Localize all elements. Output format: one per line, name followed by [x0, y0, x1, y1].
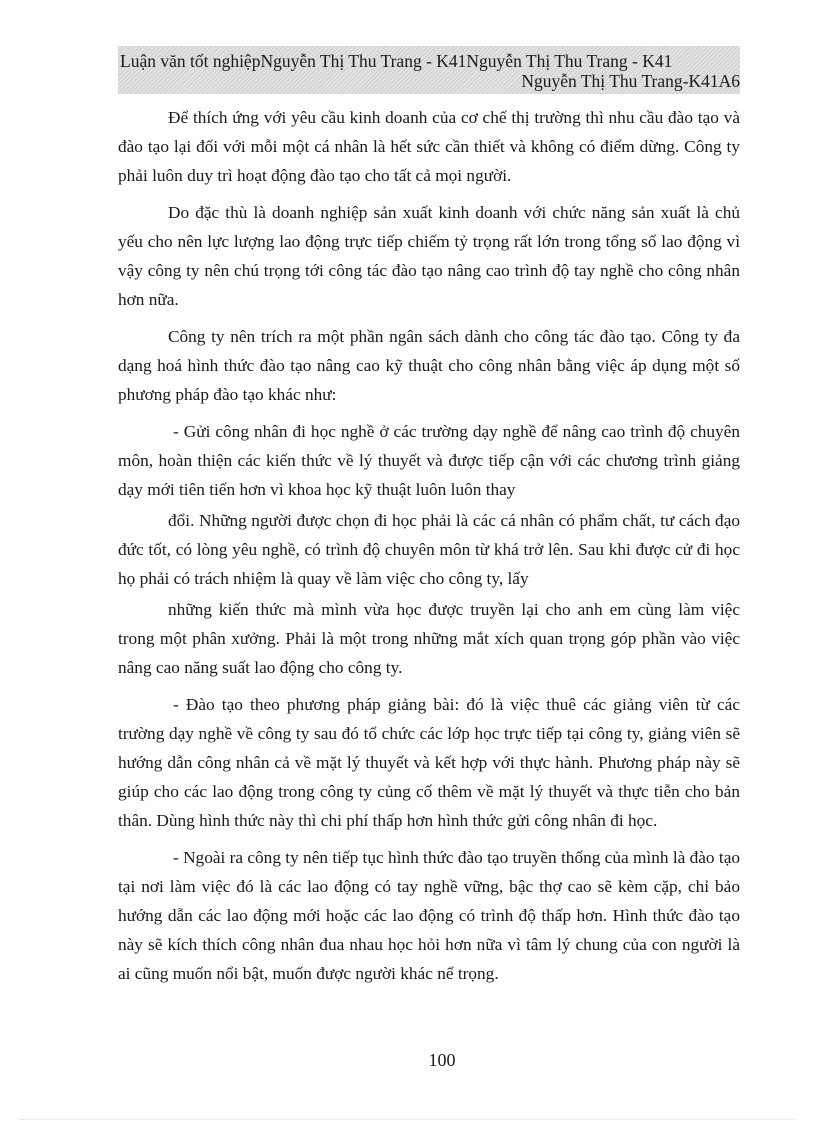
body-text [118, 103, 740, 996]
bullet-paragraph-1: - Gửi công nhân đi học nghề ở các trường dạy nghề để nâng cao trình độ chuyên môn, hoàn thiện các kiến thức về lý thuyết và được tiếp cận với các chương trình giảng dạy mới tiên tiến hơn vì khoa học kỹ thuật luôn luôn thay [118, 422, 740, 499]
header-line-1: Luận văn tốt nghiệpNguyễn Thị Thu Trang - K41Nguyễn Thị Thu Trang - K41 [120, 51, 673, 71]
paragraph-1: Để thích ứng với yêu cầu kinh doanh của cơ chế thị trường thì nhu cầu đào tạo và đào tạo lại đối với mỗi một cá nhân là hết sức cần thiết và không có điểm dừng. Công ty phải luôn duy trì hoạt động đào tạo cho tất cả mọi người. [118, 108, 740, 185]
paragraph-2: Do đặc thù là doanh nghiệp sản xuất kinh doanh với chức năng sản xuất là chủ yếu cho nên lực lượng lao động trực tiếp chiếm tỷ trọng rất lớn trong tổng số lao động vì vậy công ty nên chú trọng tới công tác đào tạo nâng cao trình độ tay nghề cho công nhân hơn nữa. [118, 203, 740, 309]
header-line-2: Nguyễn Thị Thu Trang-K41A6 [521, 71, 740, 91]
paragraph-continuation-1: đổi. Những người được chọn đi học phải là các cá nhân có phẩm chất, tư cách đạo đức tốt, có lòng yêu nghề, có trình độ chuyên môn từ khá trở lên. Sau khi được cử đi học họ phải có trách nhiệm là quay về làm việc cho công ty, lấy [118, 511, 740, 588]
paragraph-3: Công ty nên trích ra một phần ngân sách dành cho công tác đào tạo. Công ty đa dạng hoá hình thức đào tạo nâng cao kỹ thuật cho công nhân bằng việc áp dụng một số phương pháp đào tạo khác như: [118, 327, 740, 404]
footer-divider [20, 1119, 796, 1120]
running-header [118, 46, 740, 94]
bullet-paragraph-3: - Ngoài ra công ty nên tiếp tục hình thức đào tạo truyền thống của mình là đào tạo tại nơi làm việc đó là các lao động có tay nghề vững, bậc thợ cao sẽ kèm cặp, chỉ bảo hướng dẫn các lao động mới hoặc các lao động có trình độ thấp hơn. Hình thức đào tạo này sẽ kích thích công nhân đua nhau học hỏi hơn nữa vì tâm lý chung của con người là ai cũng muốn nổi bật, muốn được người khác nể trọng. [118, 848, 741, 983]
bullet-paragraph-2: - Đào tạo theo phương pháp giảng bài: đó là việc thuê các giảng viên từ các trường dạy nghề về công ty sau đó tổ chức các lớp học trực tiếp tại công ty, giảng viên sẽ hướng dẫn công nhân cả về mặt lý thuyết và kết hợp với thực hành. Phương pháp này sẽ giúp cho các lao động trong công ty củng cố thêm về mặt lý thuyết và thực tiễn cho bản thân. Dùng hình thức này thì chi phí thấp hơn hình thức gửi công nhân đi học. [118, 695, 740, 830]
page-number: 100 [428, 1050, 456, 1070]
paragraph-continuation-2: những kiến thức mà mình vừa học được truyền lại cho anh em cùng làm việc trong một phân xưởng. Phải là một trong những mắt xích quan trọng góp phần vào việc nâng cao năng suất lao động cho công ty. [118, 600, 740, 677]
